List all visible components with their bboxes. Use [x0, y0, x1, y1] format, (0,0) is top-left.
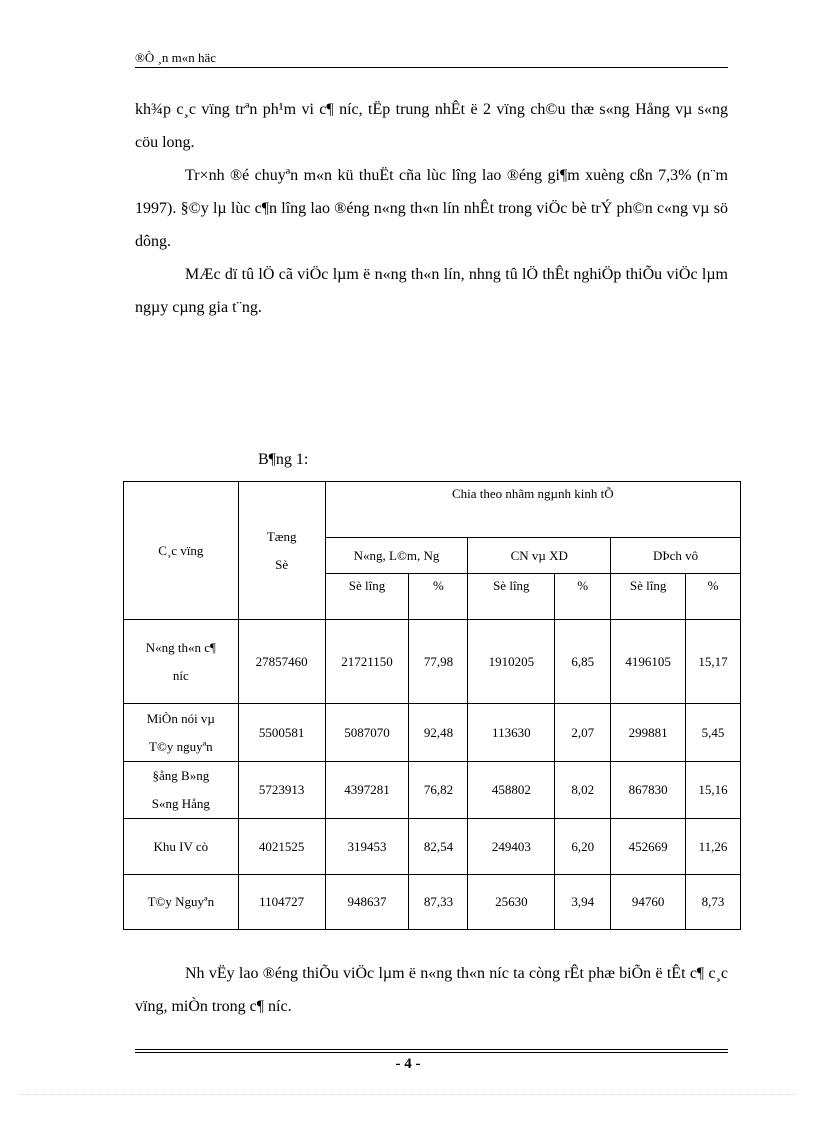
header-sector-services: DÞch vô [611, 538, 741, 574]
row-total: 1104727 [238, 875, 325, 930]
header-rule [135, 67, 728, 68]
row-region: Khu IV cò [124, 819, 239, 875]
row-s2-pct: 2,07 [555, 704, 611, 762]
row-s2-count: 1910205 [468, 620, 555, 704]
row-s2-pct: 3,94 [555, 875, 611, 930]
header-sector-industry: CN vµ XD [468, 538, 611, 574]
table-row [124, 762, 741, 819]
header-count: Sè lîng [325, 574, 409, 620]
row-region: §ång B»ng S«ng Hång [124, 762, 239, 819]
row-s1-count: 21721150 [325, 620, 409, 704]
row-s2-count: 249403 [468, 819, 555, 875]
header-count: Sè lîng [468, 574, 555, 620]
row-total: 5500581 [238, 704, 325, 762]
footer-rule-thin [135, 1052, 728, 1053]
header-region: C¸c vïng [124, 482, 239, 620]
row-s3-pct: 8,73 [686, 875, 741, 930]
header-count: Sè lîng [611, 574, 686, 620]
header-sector-agriculture: N«ng, L©m, Ng [325, 538, 468, 574]
header-percent: % [409, 574, 468, 620]
paragraph-2: Tr×nh ®é chuyªn m«n kü thuËt cña lùc lîng lao ®éng gi¶m xuèng cßn 7,3% (n¨m 1997). §©y lµ lùc c¶n lîng lao ®éng n«ng th«n lín nhÊt trong viÖc bè trÝ ph©n c«ng vµ sö dông. [135, 167, 728, 250]
row-region: MiÒn nói vµ T©y nguyªn [124, 704, 239, 762]
header-percent: % [555, 574, 611, 620]
row-s1-pct: 92,48 [409, 704, 468, 762]
row-s2-count: 113630 [468, 704, 555, 762]
page-number: - 4 - [395, 1056, 421, 1072]
paragraph-3: MÆc dï tû lÖ cã viÖc lµm ë n«ng th«n lín, nhng tû lÖ thÊt nghiÖp thiÕu viÖc lµm ngµy cµng gia t¨ng. [135, 266, 728, 316]
row-s1-count: 948637 [325, 875, 409, 930]
table-caption: B¶ng 1: [258, 451, 309, 468]
row-s3-count: 4196105 [611, 620, 686, 704]
row-s1-pct: 77,98 [409, 620, 468, 704]
table-row [124, 704, 741, 762]
row-s3-count: 867830 [611, 762, 686, 819]
header-percent: % [686, 574, 741, 620]
table-row [124, 620, 741, 704]
row-s3-pct: 15,16 [686, 762, 741, 819]
row-s3-pct: 15,17 [686, 620, 741, 704]
labor-table [123, 481, 741, 930]
row-s1-pct: 76,82 [409, 762, 468, 819]
footer-rule [135, 1049, 728, 1050]
row-region: T©y Nguyªn [124, 875, 239, 930]
row-s3-count: 94760 [611, 875, 686, 930]
table-row [124, 875, 741, 930]
paragraph-4: Nh vËy lao ®éng thiÕu viÖc lµm ë n«ng th«n níc ta còng rÊt phæ biÕn ë tÊt c¶ c¸c vïng, miÒn trong c¶ níc. [135, 965, 728, 1015]
row-total: 4021525 [238, 819, 325, 875]
paragraph-1: kh¾p c¸c vïng trªn ph¹m vi c¶ níc, tËp trung nhÊt ë 2 vïng ch©u thæ s«ng Hång vµ s«ng cöu long. [135, 101, 728, 151]
row-s1-pct: 82,54 [409, 819, 468, 875]
page-header-title: ®Ò ¸n m«n häc [135, 50, 216, 65]
row-s1-count: 4397281 [325, 762, 409, 819]
row-s2-pct: 8,02 [555, 762, 611, 819]
table-row [124, 819, 741, 875]
row-s3-pct: 11,26 [686, 819, 741, 875]
row-total: 5723913 [238, 762, 325, 819]
row-s1-count: 319453 [325, 819, 409, 875]
row-s3-count: 299881 [611, 704, 686, 762]
row-s2-pct: 6,20 [555, 819, 611, 875]
header-total: Tæng Sè [238, 482, 325, 620]
row-total: 27857460 [238, 620, 325, 704]
row-region: N«ng th«n c¶ níc [124, 620, 239, 704]
header-group: Chia theo nhãm ngµnh kinh tÕ [325, 482, 740, 538]
row-s3-pct: 5,45 [686, 704, 741, 762]
row-s2-count: 25630 [468, 875, 555, 930]
row-s3-count: 452669 [611, 819, 686, 875]
row-s1-pct: 87,33 [409, 875, 468, 930]
row-s2-count: 458802 [468, 762, 555, 819]
page-bottom-divider [20, 1094, 796, 1095]
row-s2-pct: 6,85 [555, 620, 611, 704]
row-s1-count: 5087070 [325, 704, 409, 762]
